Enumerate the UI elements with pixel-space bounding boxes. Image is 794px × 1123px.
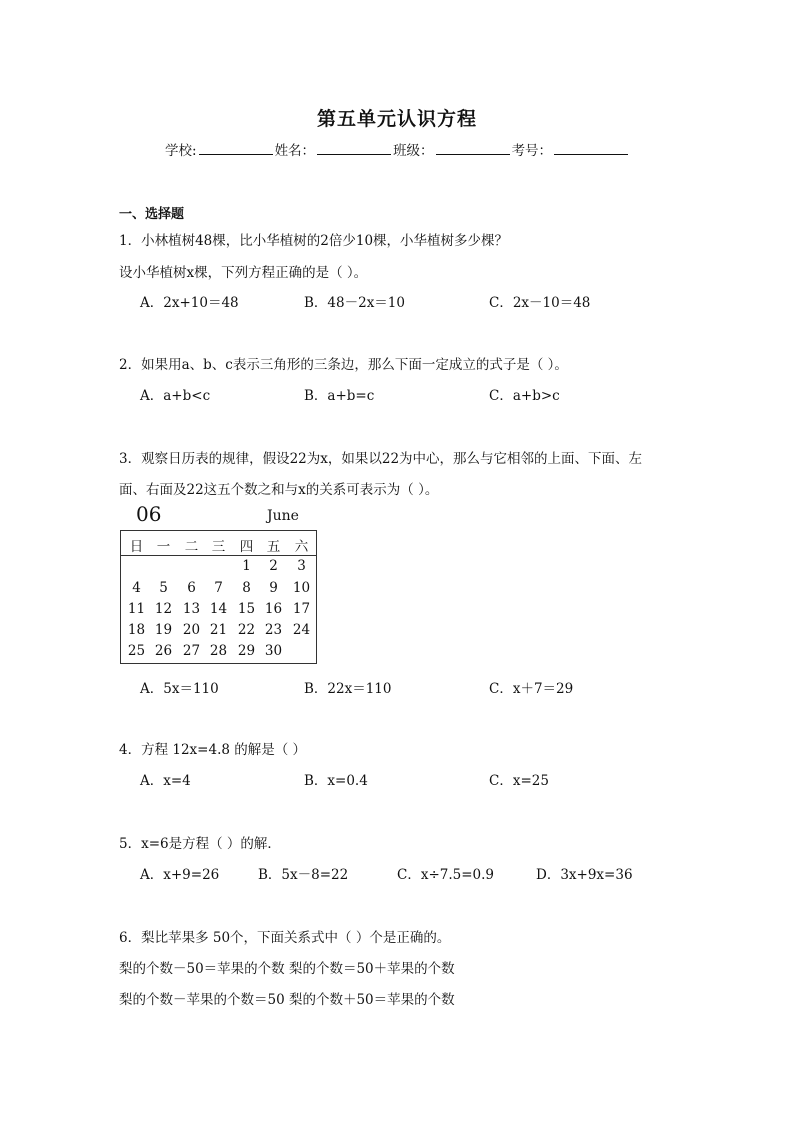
calendar-day-cell: 5	[159, 580, 168, 596]
calendar-day-cell: 20	[182, 622, 201, 638]
calendar-month-number: 06	[136, 502, 162, 526]
calendar-day-cell: 15	[237, 601, 256, 617]
weekday-cell: 四	[239, 539, 254, 555]
calendar-week-row	[121, 558, 316, 579]
exam-no-blank[interactable]	[554, 141, 628, 155]
q3-stem-2: 面、右面及22这五个数之和与x的关系可表示为（ ）。	[119, 482, 439, 498]
q6-stem: 6．梨比苹果多 50个，下面关系式中（ ）个是正确的。	[119, 930, 451, 946]
q5-stem: 5．x=6是方程（ ）的解．	[119, 836, 281, 852]
calendar-table	[120, 530, 317, 664]
calendar-day-cell: 8	[242, 580, 251, 596]
q5-option-b[interactable]: B．5x－8=22	[258, 867, 349, 883]
section-heading: 一、选择题	[119, 207, 185, 222]
calendar-day-cell: 29	[237, 643, 256, 659]
calendar-day-cell: 4	[132, 580, 141, 596]
q3-option-b[interactable]: B．22x＝110	[304, 681, 392, 697]
page-title: 第五单元认识方程	[316, 108, 477, 130]
calendar-day-cell: 23	[264, 622, 283, 638]
q4-stem: 4．方程 12x=4.8 的解是（ ）	[119, 742, 307, 758]
q5-option-a[interactable]: A．x+9=26	[140, 867, 220, 883]
calendar-day-cell: 24	[292, 622, 311, 638]
calendar-day-cell: 13	[182, 601, 201, 617]
q4-option-a[interactable]: A．x=4	[140, 773, 191, 789]
q6-relation-line-2: 梨的个数－苹果的个数＝50 梨的个数＋50＝苹果的个数	[119, 992, 455, 1008]
calendar-month-name: June	[267, 508, 299, 524]
q5-option-c[interactable]: C．x÷7.5=0.9	[397, 867, 495, 883]
weekday-cell: 六	[294, 539, 309, 555]
calendar-week-row	[121, 601, 316, 622]
q1-option-b[interactable]: B．48－2x＝10	[304, 295, 405, 311]
calendar-day-cell: 6	[187, 580, 196, 596]
calendar-day-cell: 22	[237, 622, 256, 638]
name-blank[interactable]	[317, 141, 391, 155]
name-label: 姓名：	[274, 143, 316, 159]
q4-option-b[interactable]: B．x=0.4	[304, 773, 368, 789]
calendar-day-cell: 14	[209, 601, 228, 617]
weekday-cell: 五	[266, 539, 281, 555]
q3-stem: 3．观察日历表的规律，假设22为x，如果以22为中心，那么与它相邻的上面、下面、左	[119, 451, 643, 467]
calendar-week-row	[121, 580, 316, 601]
weekday-cell: 三	[211, 539, 226, 555]
student-info-line	[165, 139, 630, 159]
q2-option-b[interactable]: B．a+b=c	[304, 388, 375, 404]
q5-option-d[interactable]: D．3x+9x=36	[536, 867, 633, 883]
calendar-day-cell: 9	[269, 580, 278, 596]
q4-option-c[interactable]: C．x=25	[489, 773, 549, 789]
calendar-day-cell: 25	[127, 643, 146, 659]
class-blank[interactable]	[436, 141, 510, 155]
weekday-cell: 二	[184, 539, 199, 555]
calendar-day-cell: 28	[209, 643, 228, 659]
calendar-day-cell: 27	[182, 643, 201, 659]
q1-stem-2: 设小华植树x棵，下列方程正确的是（ ）。	[119, 265, 368, 281]
exam-no-label: 考号：	[511, 143, 553, 159]
weekday-cell: 日	[129, 539, 144, 555]
school-blank[interactable]	[199, 141, 273, 155]
q2-option-a[interactable]: A．a+b<c	[140, 388, 211, 404]
calendar-day-cell: 16	[264, 601, 283, 617]
weekday-cell: 一	[156, 539, 171, 555]
q2-option-c[interactable]: C．a+b>c	[489, 388, 560, 404]
calendar-week-row	[121, 643, 316, 664]
calendar-day-cell: 2	[269, 558, 278, 574]
q1-option-c[interactable]: C．2x－10＝48	[489, 295, 591, 311]
q3-option-a[interactable]: A．5x＝110	[140, 681, 219, 697]
calendar-day-cell: 17	[292, 601, 311, 617]
q2-stem: 2．如果用a、b、c表示三角形的三条边，那么下面一定成立的式子是（ ）。	[119, 357, 568, 373]
calendar-day-cell: 30	[264, 643, 283, 659]
calendar-day-cell: 3	[297, 558, 306, 574]
calendar-day-cell: 11	[127, 601, 146, 617]
q6-relation-line-1: 梨的个数－50＝苹果的个数 梨的个数＝50＋苹果的个数	[119, 961, 455, 977]
calendar-day-cell: 19	[154, 622, 173, 638]
calendar-day-cell: 21	[209, 622, 228, 638]
calendar-day-cell: 18	[127, 622, 146, 638]
calendar-weekday-row	[121, 531, 316, 556]
q1-option-a[interactable]: A．2x+10＝48	[140, 295, 239, 311]
school-label: 学校:	[165, 143, 197, 159]
q1-stem: 1．小林植树48棵，比小华植树的2倍少10棵，小华植树多少棵？	[119, 233, 509, 249]
calendar-week-row	[121, 622, 316, 643]
calendar-day-cell: 12	[154, 601, 173, 617]
calendar-day-cell: 7	[214, 580, 223, 596]
class-label: 班级：	[393, 143, 434, 159]
calendar-day-cell: 26	[154, 643, 173, 659]
calendar-day-cell: 10	[292, 580, 311, 596]
calendar-day-cell: 1	[242, 558, 251, 574]
q3-option-c[interactable]: C．x＋7＝29	[489, 681, 574, 697]
